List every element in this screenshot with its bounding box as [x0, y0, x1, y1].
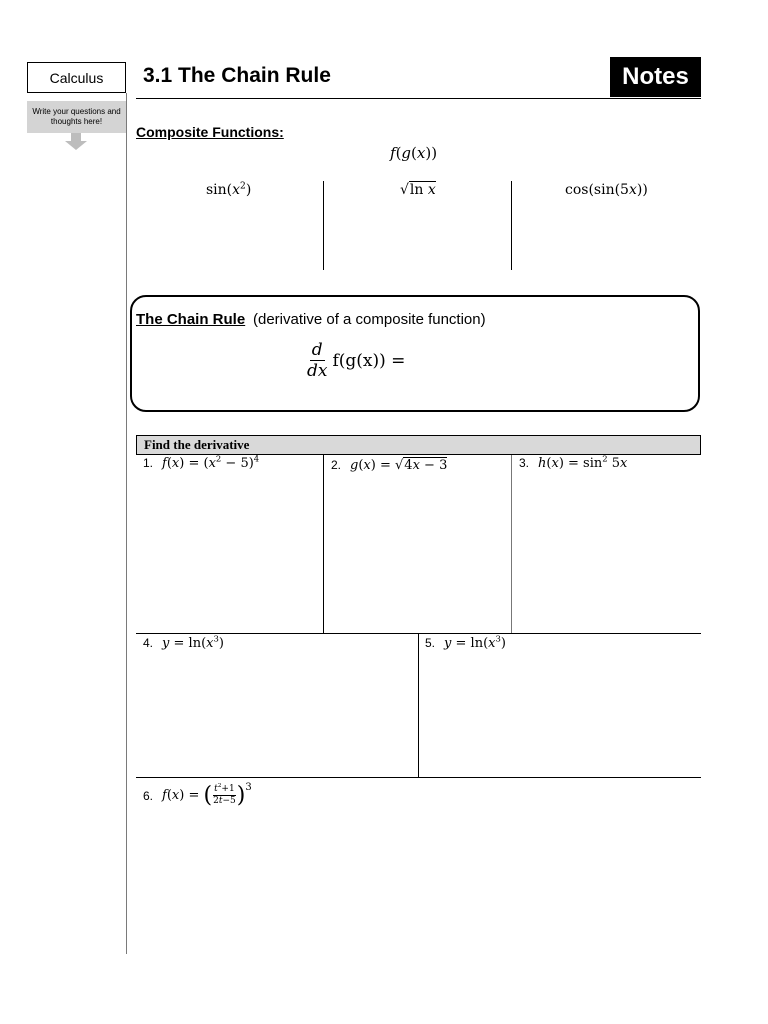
notes-margin-tag: Write your questions and thoughts here! — [27, 101, 126, 133]
problem-6: 6. f ( x ) = ( $\frac{t^2+1}{2t-5}$ ) $^3$ — [143, 781, 252, 808]
down-arrow-head-icon — [65, 141, 87, 150]
problem-5: 5. $y = \ln(x^3)$ — [425, 633, 506, 651]
margin-divider — [126, 93, 127, 954]
subject-label: Calculus — [27, 62, 126, 93]
problem-2: 2. g(x) = √4x − 3 — [331, 458, 448, 473]
composite-divider-2 — [511, 181, 512, 270]
composite-functions-heading: Composite Functions: — [136, 124, 284, 140]
chain-rule-heading: The Chain Rule — [136, 311, 246, 328]
composite-example-1: $\sin(x^2)$ — [206, 181, 252, 198]
notes-badge: Notes — [610, 57, 701, 97]
chain-rule-subtitle: (derivative of a composite function) — [253, 311, 486, 328]
find-derivative-header: Find the derivative — [136, 435, 701, 455]
problem-4: 4. $y = \ln(x^3)$ — [143, 633, 224, 651]
problem-1: 1. $f(x) = (x^2 - 5)^4$ — [143, 453, 260, 471]
down-arrow-icon — [71, 133, 81, 141]
title-underline — [136, 98, 701, 99]
composite-divider-1 — [323, 181, 324, 270]
composite-main-expression: f(g(x)) — [390, 144, 438, 162]
page-title: 3.1 The Chain Rule — [143, 64, 331, 87]
grid-row-divider-2 — [136, 777, 701, 778]
derivative-operator — [305, 340, 329, 381]
grid-divider-2 — [511, 455, 512, 634]
grid-divider-3 — [418, 634, 419, 778]
derivative-denominator: dx — [307, 361, 328, 381]
composite-example-3: cos(sin(5x)) — [565, 182, 648, 198]
derivative-numerator: d — [311, 340, 323, 360]
grid-divider-1 — [323, 455, 324, 634]
chain-rule-expression: f(g(x)) = — [332, 350, 406, 371]
problem-3: 3. $h(x) = \sin^2 5x$ — [519, 453, 628, 471]
chain-rule-formula — [305, 340, 405, 381]
composite-example-2: √ln x — [400, 182, 436, 198]
